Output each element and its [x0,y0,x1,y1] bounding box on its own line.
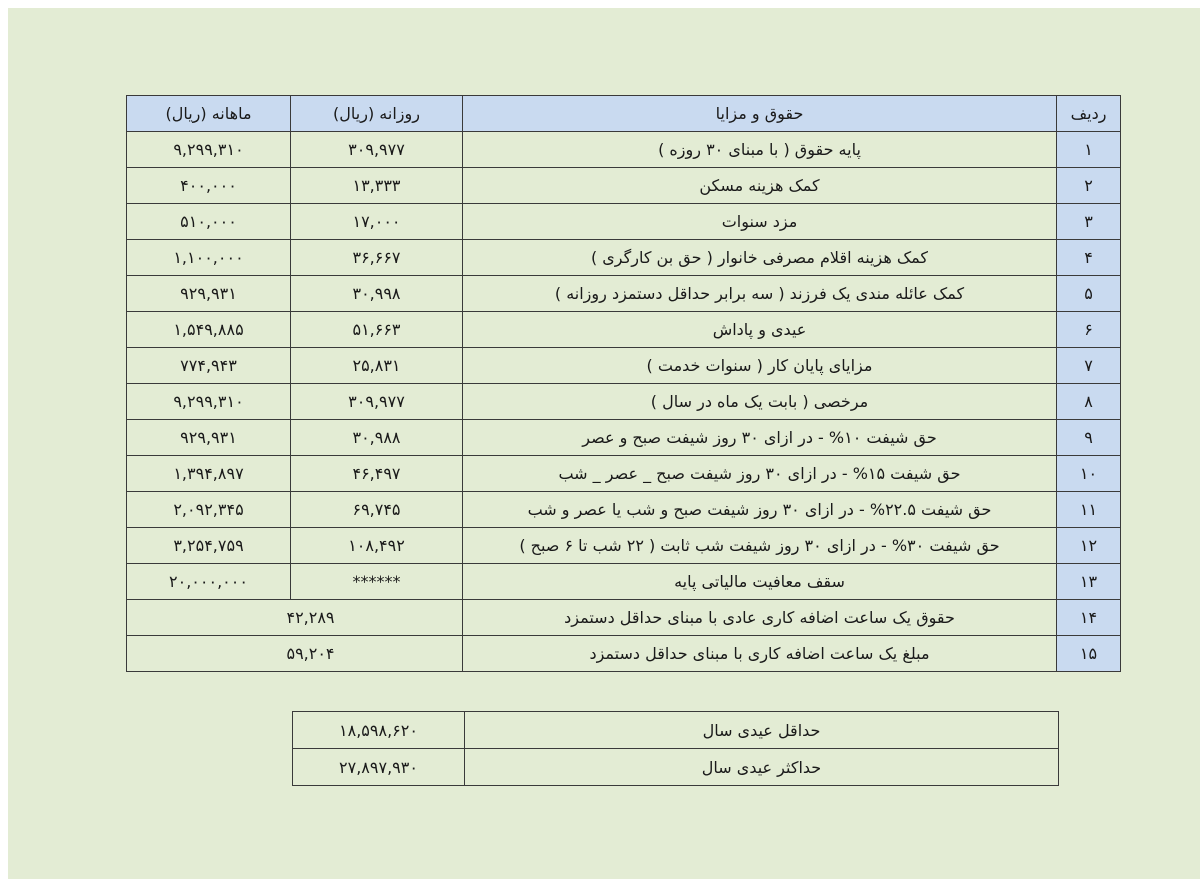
row-number-cell: ۹ [1057,420,1121,456]
table-row [127,456,1121,492]
monthly-cell: ۲۰,۰۰۰,۰۰۰ [127,564,291,600]
description-cell: مبلغ یک ساعت اضافه کاری با مبنای حداقل دستمزد [463,636,1057,672]
daily-cell: ۳۰۹,۹۷۷ [291,132,463,168]
eidi-row [293,749,1059,786]
description-cell: حقوق یک ساعت اضافه کاری عادی با مبنای حداقل دستمزد [463,600,1057,636]
row-number-cell: ۱۰ [1057,456,1121,492]
daily-cell: ۳۶,۶۶۷ [291,240,463,276]
monthly-cell: ۹,۲۹۹,۳۱۰ [127,132,291,168]
daily-cell: ۱۷,۰۰۰ [291,204,463,240]
eidi-label-cell: حداقل عیدی سال [465,712,1059,749]
row-number-cell: ۱۲ [1057,528,1121,564]
daily-cell: ۳۰,۹۸۸ [291,420,463,456]
monthly-cell: ۱,۳۹۴,۸۹۷ [127,456,291,492]
table-row [127,132,1121,168]
header-monthly: ماهانه (ریال) [127,96,291,132]
daily-cell: ****** [291,564,463,600]
row-number-cell: ۱۳ [1057,564,1121,600]
merged-value-cell: ۴۲,۲۸۹ [127,600,463,636]
daily-cell: ۴۶,۴۹۷ [291,456,463,492]
monthly-cell: ۵۱۰,۰۰۰ [127,204,291,240]
daily-cell: ۵۱,۶۶۳ [291,312,463,348]
eidi-row [293,712,1059,749]
eidi-value-cell: ۱۸,۵۹۸,۶۲۰ [293,712,465,749]
row-number-cell: ۱۴ [1057,600,1121,636]
table-row [127,600,1121,636]
monthly-cell: ۳,۲۵۴,۷۵۹ [127,528,291,564]
row-number-cell: ۲ [1057,168,1121,204]
header-daily: روزانه (ریال) [291,96,463,132]
row-number-cell: ۱۵ [1057,636,1121,672]
monthly-cell: ۹۲۹,۹۳۱ [127,276,291,312]
daily-cell: ۳۰,۹۹۸ [291,276,463,312]
description-cell: کمک هزینه مسکن [463,168,1057,204]
table-row [127,312,1121,348]
row-number-cell: ۱ [1057,132,1121,168]
monthly-cell: ۲,۰۹۲,۳۴۵ [127,492,291,528]
wages-table [126,95,1121,672]
monthly-cell: ۴۰۰,۰۰۰ [127,168,291,204]
description-cell: حق شیفت ۲۲.۵% - در ازای ۳۰ روز شیفت صبح و شب یا عصر و شب [463,492,1057,528]
table-row [127,636,1121,672]
description-cell: حق شیفت ۳۰% - در ازای ۳۰ روز شیفت شب ثابت ( ۲۲ شب تا ۶ صبح ) [463,528,1057,564]
description-cell: پایه حقوق ( با مبنای ۳۰ روزه ) [463,132,1057,168]
row-number-cell: ۶ [1057,312,1121,348]
row-number-cell: ۳ [1057,204,1121,240]
monthly-cell: ۷۷۴,۹۴۳ [127,348,291,384]
description-cell: کمک هزینه اقلام مصرفی خانوار ( حق بن کارگری ) [463,240,1057,276]
table-row [127,348,1121,384]
eidi-value-cell: ۲۷,۸۹۷,۹۳۰ [293,749,465,786]
description-cell: حق شیفت ۱۵% - در ازای ۳۰ روز شیفت صبح _ عصر _ شب [463,456,1057,492]
daily-cell: ۱۰۸,۴۹۲ [291,528,463,564]
row-number-cell: ۱۱ [1057,492,1121,528]
daily-cell: ۱۳,۳۳۳ [291,168,463,204]
table-header-row [127,96,1121,132]
table-row [127,528,1121,564]
daily-cell: ۶۹,۷۴۵ [291,492,463,528]
monthly-cell: ۱,۵۴۹,۸۸۵ [127,312,291,348]
table-row [127,492,1121,528]
table-row [127,240,1121,276]
table-row [127,420,1121,456]
row-number-cell: ۴ [1057,240,1121,276]
row-number-cell: ۵ [1057,276,1121,312]
table-row [127,276,1121,312]
table-row [127,564,1121,600]
table-row [127,168,1121,204]
description-cell: عیدی و پاداش [463,312,1057,348]
description-cell: کمک عائله مندی یک فرزند ( سه برابر حداقل دستمزد روزانه ) [463,276,1057,312]
daily-cell: ۳۰۹,۹۷۷ [291,384,463,420]
monthly-cell: ۱,۱۰۰,۰۰۰ [127,240,291,276]
merged-value-cell: ۵۹,۲۰۴ [127,636,463,672]
monthly-cell: ۹۲۹,۹۳۱ [127,420,291,456]
description-cell: حق شیفت ۱۰% - در ازای ۳۰ روز شیفت صبح و عصر [463,420,1057,456]
monthly-cell: ۹,۲۹۹,۳۱۰ [127,384,291,420]
daily-cell: ۲۵,۸۳۱ [291,348,463,384]
table-row [127,384,1121,420]
row-number-cell: ۸ [1057,384,1121,420]
description-cell: مرخصی ( بابت یک ماه در سال ) [463,384,1057,420]
description-cell: مزد سنوات [463,204,1057,240]
header-description: حقوق و مزایا [463,96,1057,132]
header-row: ردیف [1057,96,1121,132]
row-number-cell: ۷ [1057,348,1121,384]
description-cell: مزایای پایان کار ( سنوات خدمت ) [463,348,1057,384]
eidi-label-cell: حداکثر عیدی سال [465,749,1059,786]
eidi-table [292,711,1059,786]
table-row [127,204,1121,240]
description-cell: سقف معافیت مالیاتی پایه [463,564,1057,600]
